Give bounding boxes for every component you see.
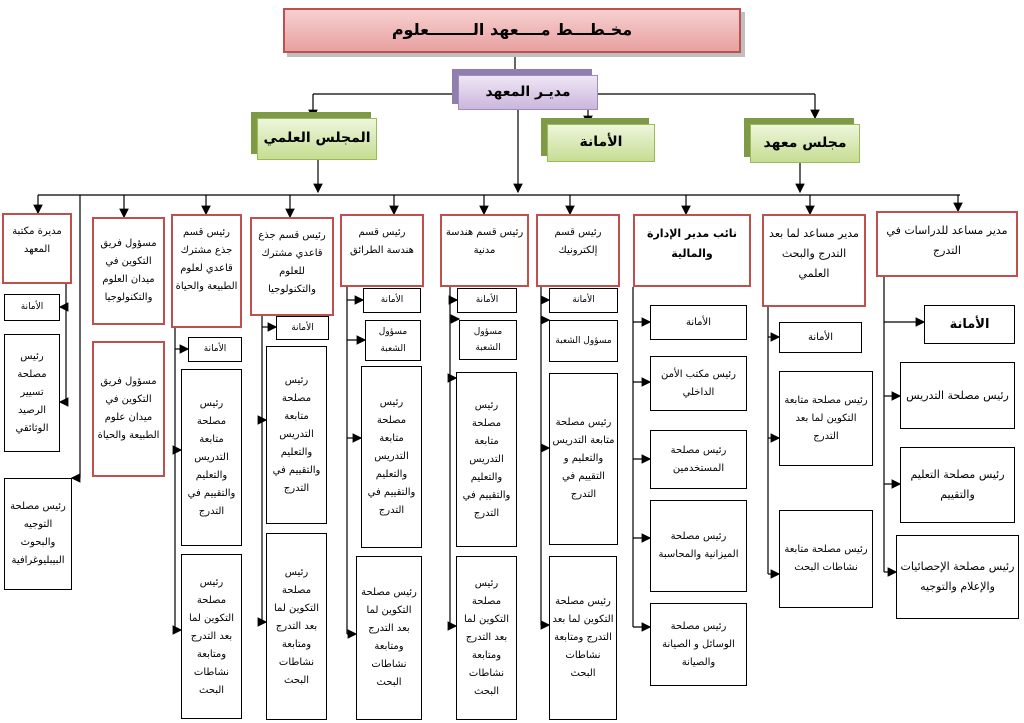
dept-nature-box: رئيس قسم جذع مشترك قاعدي لعلوم الطبيعة والحياة xyxy=(171,214,242,328)
dept-electronics-secretariat-box: الأمانة xyxy=(549,288,618,313)
grad-teaching-service-box: رئيس مصلحة التدريس xyxy=(900,362,1015,429)
library-guidance-service-box: رئيس مصلحة التوجيه والبحوث البيبليوغرافية xyxy=(4,478,72,590)
dept-civil-training-service-box: رئيس مصلحة التكوين لما بعد التدرج ومتابعة نشاطات البحث xyxy=(456,556,517,720)
team-tech-box: مسؤول فريق التكوين في ميدان العلوم والتكنولوجيا xyxy=(92,217,165,325)
dept-roads-secretariat-box: الأمانة xyxy=(363,288,421,313)
dept-tech-training-service-box: رئيس مصلحة التكوين لما بعد التدرج ومتابعة نشاطات البحث xyxy=(266,533,327,720)
postgrad-training-service-box: رئيس مصلحة متابعة التكوين لما بعد التدرج xyxy=(779,371,873,466)
dept-tech-secretariat-box: الأمانة xyxy=(276,316,329,340)
dept-civil-box: رئيس قسم هندسة مدنية xyxy=(440,214,529,287)
dept-civil-secretariat-box: الأمانة xyxy=(457,288,517,313)
admin-security-office-box: رئيس مكتب الأمن الداخلي xyxy=(650,356,747,411)
dept-electronics-training-service-box: رئيس مصلحة التكوين لما بعد التدرج ومتابعة نشاطات البحث xyxy=(549,556,617,720)
dept-nature-follow-service-box: رئيس مصلحة متابعة التدريس والتعليم والتقييم في التدرج xyxy=(181,369,242,546)
grad-secretariat-box: الأمانة xyxy=(924,305,1015,344)
dept-roads-box: رئيس قسم هندسة الطرائق xyxy=(340,214,424,287)
dept-roads-follow-service-box: رئيس مصلحة متابعة التدريس والتعليم والتقييم في التدرج xyxy=(361,366,422,548)
dept-civil-branch-box: مسؤول الشعبة xyxy=(459,320,517,360)
admin-maintenance-service-box: رئيس مصلحة الوسائل و الصيانة والصيانة xyxy=(650,603,747,686)
library-secretariat-box: الأمانة xyxy=(4,294,60,321)
secretariat-box: الأمانة xyxy=(547,124,655,162)
team-life-box: مسؤول فريق التكوين في ميدان علوم الطبيعة والحياة xyxy=(92,341,165,477)
dept-nature-secretariat-box: الأمانة xyxy=(188,337,242,362)
scientific-council-box: المجلس العلمي xyxy=(257,118,377,160)
director-box: مديـر المعهد xyxy=(458,75,598,110)
library-head-box: مديرة مكتبة المعهد xyxy=(2,213,72,284)
postgrad-research-service-box: رئيس مصلحة متابعة نشاطات البحث xyxy=(779,510,873,608)
grad-evaluation-service-box: رئيس مصلحة التعليم والتقييم xyxy=(900,447,1015,523)
admin-staff-service-box: رئيس مصلحة المستخدمين xyxy=(650,430,747,489)
institute-council-box: مجلس معهد xyxy=(750,124,860,163)
postgrad-secretariat-box: الأمانة xyxy=(779,322,862,353)
dept-electronics-branch-box: مسؤول الشعبة xyxy=(549,320,618,362)
dept-roads-training-service-box: رئيس مصلحة التكوين لما بعد التدرج ومتابعة نشاطات البحث xyxy=(356,556,422,720)
dept-nature-training-service-box: رئيس مصلحة التكوين لما بعد التدرج ومتابعة نشاطات البحث xyxy=(181,554,242,719)
grad-stats-service-box: رئيس مصلحة الإحصائيات والإعلام والتوجيه xyxy=(896,535,1019,619)
assistant-postgrad-box: مدير مساعد لما بعد التدرج والبحث العلمي xyxy=(762,214,866,307)
admin-budget-service-box: رئيس مصلحة الميزانية والمحاسبة xyxy=(650,500,747,592)
library-docs-service-box: رئيس مصلحة تسيير الرصيد الوثائقي xyxy=(4,334,60,452)
dept-electronics-box: رئيس قسم إلكترونيك xyxy=(536,214,620,287)
admin-secretariat-box: الأمانة xyxy=(650,305,747,340)
page-title: مخـطـــط مــــعهد الــــــــعلوم xyxy=(283,8,741,53)
assistant-grad-box: مدير مساعد للدراسات في التدرج xyxy=(876,211,1018,277)
dept-electronics-follow-service-box: رئيس مصلحة متابعة التدريس والتعليم و التقييم في التدرج xyxy=(549,373,618,545)
dept-civil-follow-service-box: رئيس مصلحة متابعة التدريس والتعليم والتقييم في التدرج xyxy=(456,372,517,547)
deputy-admin-box: نائب مدير الإدارة والمالية xyxy=(633,214,751,287)
dept-tech-box: رئيس قسم جذع قاعدي مشترك للعلوم والتكنولوجيا xyxy=(250,217,334,316)
dept-tech-follow-service-box: رئيس مصلحة متابعة التدريس والتعليم والتقييم في التدرج xyxy=(266,346,327,524)
dept-roads-branch-box: مسؤول الشعبة xyxy=(365,320,421,361)
